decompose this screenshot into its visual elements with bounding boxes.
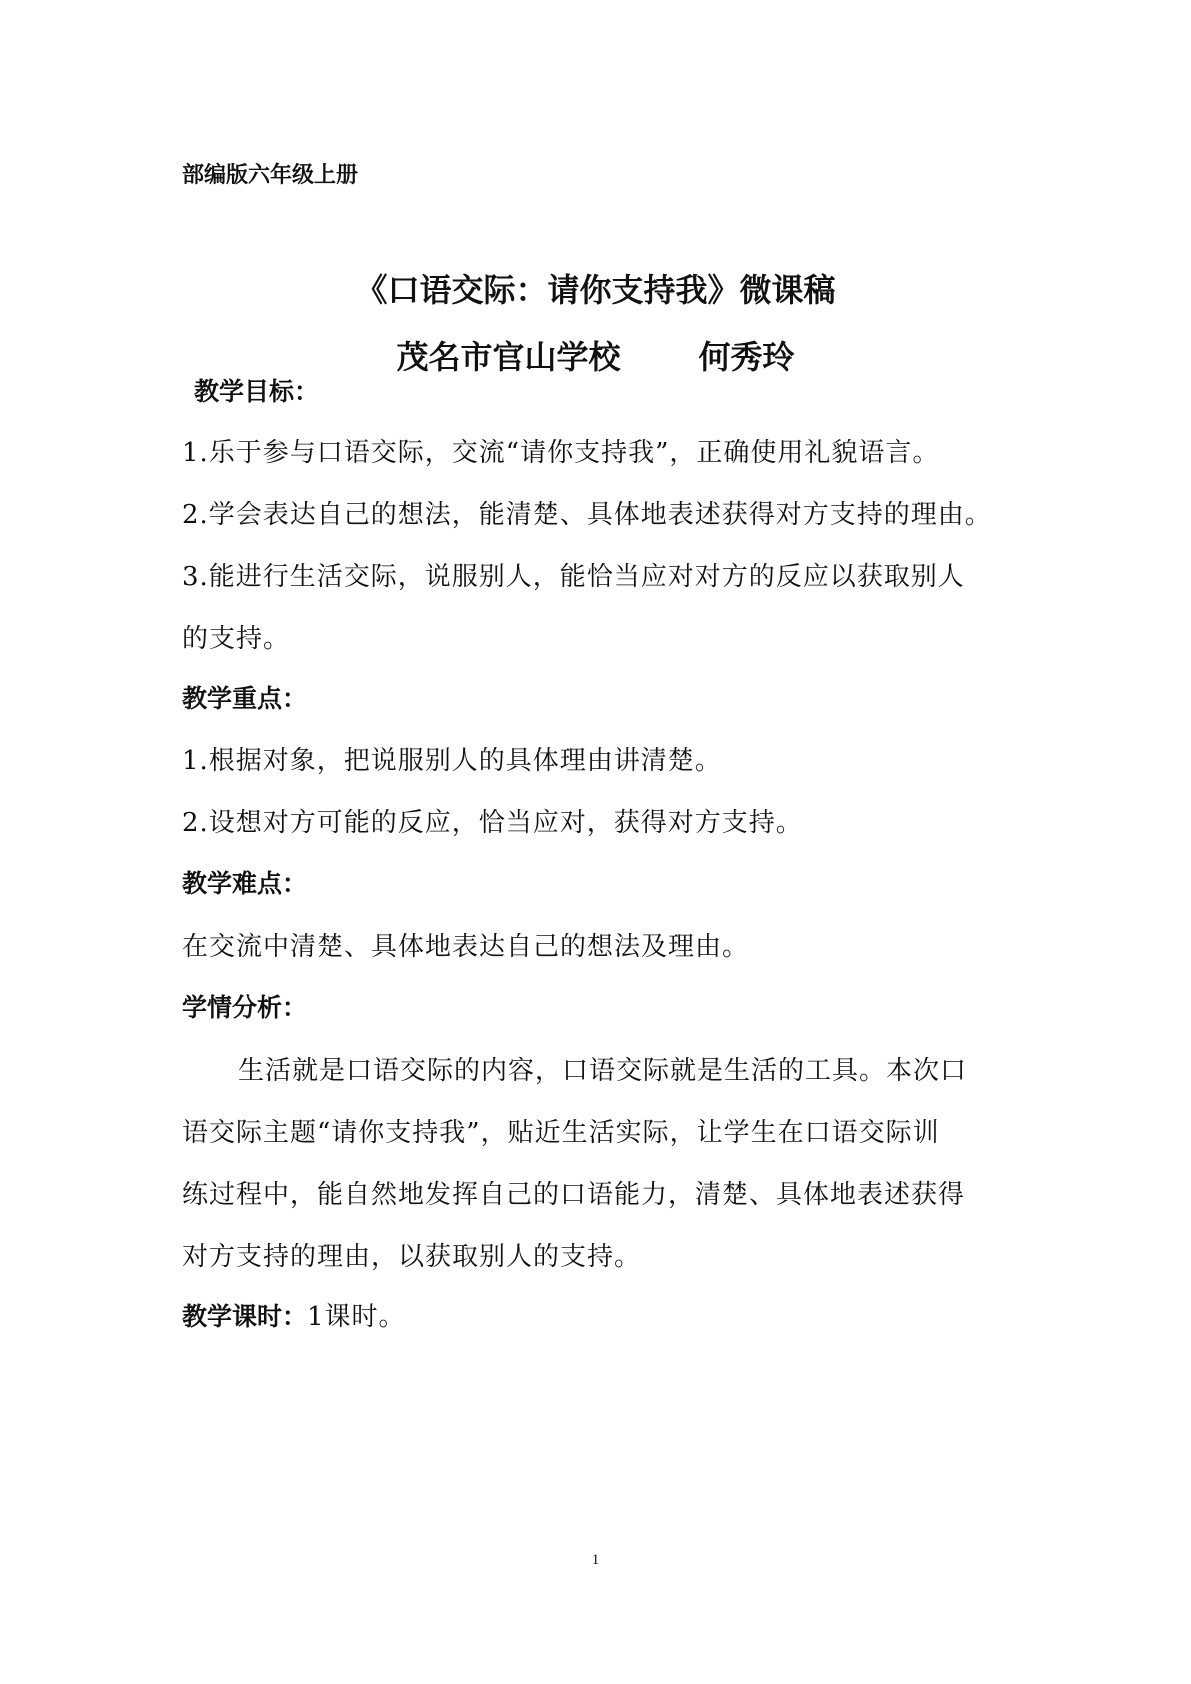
class-hours-heading: 教学课时： — [182, 1302, 308, 1331]
page-title: 《口语交际：请你支持我》微课稿 — [355, 271, 836, 309]
analysis-line: 生活就是口语交际的内容，口语交际就是生活的工具。本次口 — [238, 1056, 968, 1086]
objective-item: 的支持。 — [182, 624, 291, 654]
objective-item: 3.能进行生活交际，说服别人，能恰当应对对方的反应以获取别人 — [182, 562, 965, 592]
analysis-line: 练过程中，能自然地发挥自己的口语能力，清楚、具体地表述获得 — [182, 1180, 966, 1210]
objectives-heading: 教学目标： — [194, 377, 320, 406]
header-tag: 部编版六年级上册 — [182, 163, 359, 188]
author-name: 何秀玲 — [698, 338, 795, 376]
school-name: 茂名市官山学校 — [396, 338, 621, 376]
analysis-heading: 学情分析： — [182, 993, 308, 1022]
analysis-line: 语交际主题“请你支持我”，贴近生活实际，让学生在口语交际训 — [182, 1118, 940, 1148]
difficulty-item: 在交流中清楚、具体地表达自己的想法及理由。 — [182, 932, 750, 962]
key-point-item: 2.设想对方可能的反应，恰当应对，获得对方支持。 — [182, 808, 803, 838]
key-points-heading: 教学重点： — [182, 684, 308, 713]
objective-item: 1.乐于参与口语交际，交流“请你支持我”，正确使用礼貌语言。 — [182, 438, 940, 468]
difficulties-heading: 教学难点： — [182, 869, 308, 898]
author-line — [0, 332, 1191, 378]
class-hours-line — [182, 1296, 406, 1333]
page-number: 1 — [591, 1552, 600, 1568]
key-point-item: 1.根据对象，把说服别人的具体理由讲清楚。 — [182, 746, 722, 776]
class-hours-value: 1课时。 — [307, 1302, 406, 1332]
objective-item: 2.学会表达自己的想法，能清楚、具体地表述获得对方支持的理由。 — [182, 500, 992, 530]
analysis-line: 对方支持的理由，以获取别人的支持。 — [182, 1242, 642, 1272]
